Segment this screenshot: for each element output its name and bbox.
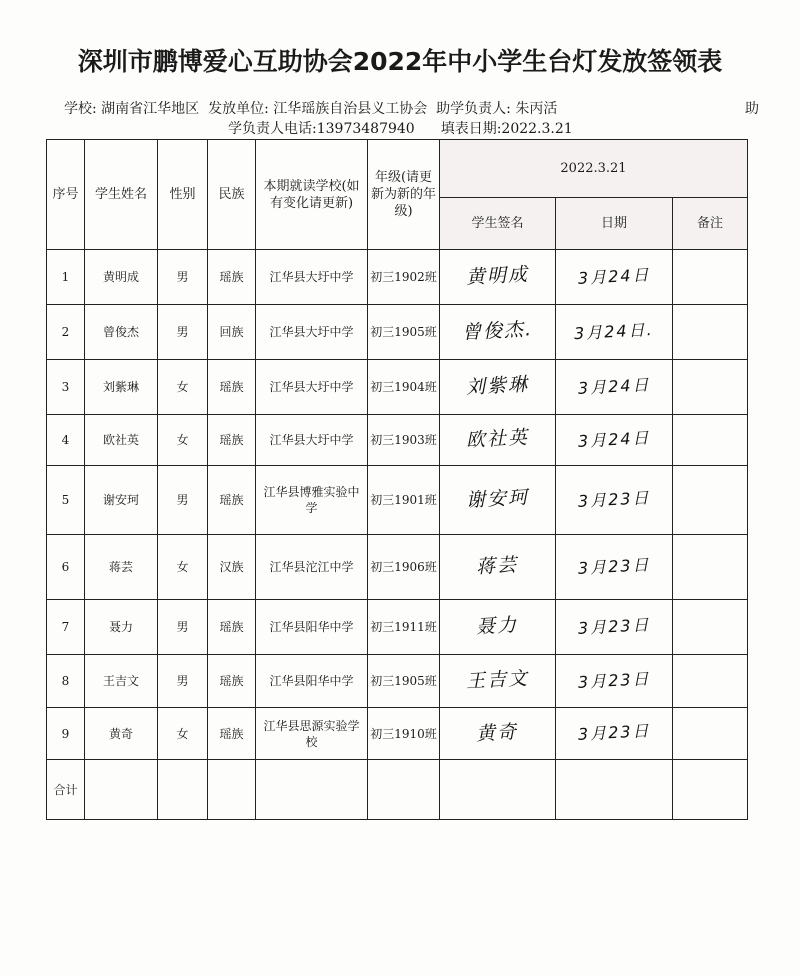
signature-cell: [440, 535, 556, 600]
sign-date-cell: [556, 360, 673, 415]
student-name-cell: [85, 415, 158, 466]
student-name-cell: [85, 600, 158, 655]
sign-date: 3月23日: [577, 487, 651, 511]
header-remark: 备注: [673, 198, 748, 250]
ethnicity: 汉族: [219, 560, 244, 574]
signature: 王吉文: [465, 667, 530, 693]
ethnicity: 瑶族: [219, 620, 244, 634]
school-cell: [256, 466, 368, 535]
table-row: [47, 535, 748, 600]
student-name: 蒋芸: [108, 560, 133, 574]
ethnicity: 瑶族: [219, 726, 244, 741]
grade-cell: [368, 360, 440, 415]
school: 江华县大圩中学: [269, 380, 354, 394]
grade-cell: [368, 466, 440, 535]
sign-date: 3月23日: [577, 721, 651, 744]
student-name: 黄奇: [108, 726, 133, 741]
row-no-cell: [47, 466, 85, 535]
school: 江华县大圩中学: [269, 270, 354, 284]
gender: 男: [176, 674, 189, 688]
gender-cell: [158, 466, 208, 535]
school: 江华县大圩中学: [269, 325, 354, 339]
school-cell: [256, 535, 368, 600]
row-no-cell: [47, 535, 85, 600]
sign-date-cell: [556, 708, 673, 760]
ethnicity: 瑶族: [219, 380, 244, 394]
signature: 黄明成: [465, 263, 530, 289]
signature-cell: [440, 360, 556, 415]
sign-date-cell: [556, 535, 673, 600]
signature: 欧社英: [465, 426, 530, 452]
row-no: 1: [61, 270, 70, 284]
student-name-cell: [85, 360, 158, 415]
table-row: [47, 466, 748, 535]
school-cell: [256, 415, 368, 466]
sign-date-cell: [556, 600, 673, 655]
student-name: 谢安珂: [102, 493, 139, 507]
ethnicity: 瑶族: [219, 674, 244, 688]
school-info: 学校: 湖南省江华地区: [64, 101, 200, 117]
sign-date-cell: [556, 415, 673, 466]
sign-date-cell: [556, 250, 673, 305]
header-date-group: 2022.3.21: [440, 140, 748, 198]
phone-info: 学负责人电话:13973487940: [228, 121, 415, 137]
remark-cell: [673, 360, 748, 415]
grade: 初三1905班: [370, 325, 437, 339]
signature: 蒋芸: [475, 553, 520, 579]
gender: 男: [176, 620, 189, 634]
row-no: 2: [61, 325, 70, 339]
header-grade: 年级(请更新为新的年级): [368, 140, 440, 250]
school: 江华县思源实验学校: [263, 718, 360, 749]
school: 江华县博雅实验中学: [263, 485, 360, 515]
student-name-cell: [85, 535, 158, 600]
grade-cell: [368, 535, 440, 600]
row-no: 6: [61, 560, 70, 574]
info-line-1: [64, 98, 557, 118]
signature-cell: [440, 708, 556, 760]
header-signature: 学生签名: [440, 198, 556, 250]
student-name: 欧社英: [102, 433, 139, 447]
sign-date: 3月24日: [577, 264, 651, 288]
student-name-cell: [85, 305, 158, 360]
gender: 女: [176, 380, 189, 394]
gender: 男: [176, 270, 189, 284]
ethnicity: 瑶族: [219, 493, 244, 507]
ethnicity-cell: [208, 535, 256, 600]
sign-date-cell: [556, 305, 673, 360]
gender: 女: [176, 433, 189, 447]
sign-date: 3月24日: [577, 427, 651, 451]
row-no: 7: [61, 620, 70, 634]
row-no: 3: [61, 380, 70, 394]
info-line-2: [228, 118, 599, 138]
gender-cell: [158, 415, 208, 466]
total-row: [47, 760, 748, 820]
student-name: 曾俊杰: [102, 325, 139, 339]
grade-cell: [368, 305, 440, 360]
ethnicity: 回族: [219, 325, 244, 339]
row-no-cell: [47, 708, 85, 760]
sign-date: 3月23日: [577, 554, 651, 578]
header-no: 序号: [47, 140, 85, 250]
student-name-cell: [85, 708, 158, 760]
school: 江华县沱江中学: [269, 560, 354, 574]
grade-cell: [368, 415, 440, 466]
signature: 黄奇: [475, 720, 520, 745]
gender-cell: [158, 250, 208, 305]
signature: 聂力: [475, 613, 520, 639]
table-row: [47, 655, 748, 708]
signature: 谢安珂: [465, 486, 530, 512]
student-name-cell: [85, 655, 158, 708]
school-cell: [256, 250, 368, 305]
table-row: [47, 250, 748, 305]
sign-date: 3月23日: [577, 668, 651, 692]
header-date: 日期: [556, 198, 673, 250]
student-name: 王吉文: [102, 674, 139, 688]
grade: 初三1901班: [370, 493, 437, 507]
gender-cell: [158, 535, 208, 600]
grade-cell: [368, 250, 440, 305]
row-no-cell: [47, 250, 85, 305]
ethnicity-cell: [208, 360, 256, 415]
grade: 初三1903班: [370, 433, 437, 447]
student-name-cell: [85, 466, 158, 535]
sign-date: 3月24日.: [573, 319, 655, 343]
gender: 女: [176, 726, 189, 741]
ethnicity-cell: [208, 415, 256, 466]
remark-cell: [673, 415, 748, 466]
gender-cell: [158, 655, 208, 708]
signature: 曾俊杰.: [461, 318, 534, 344]
school-cell: [256, 305, 368, 360]
school: 江华县大圩中学: [269, 433, 354, 447]
fill-date: 填表日期:2022.3.21: [440, 121, 573, 137]
school-cell: [256, 655, 368, 708]
gender-cell: [158, 360, 208, 415]
row-no-cell: [47, 600, 85, 655]
ethnicity-cell: [208, 466, 256, 535]
sign-date: 3月24日: [577, 374, 651, 398]
grade: 初三1910班: [370, 726, 437, 741]
remark-cell: [673, 466, 748, 535]
sign-date-cell: [556, 655, 673, 708]
table-row: [47, 305, 748, 360]
gender: 女: [176, 560, 189, 574]
ethnicity-cell: [208, 655, 256, 708]
signature-cell: [440, 305, 556, 360]
header-school: 本期就读学校(如有变化请更新): [256, 140, 368, 250]
row-no: 4: [61, 433, 70, 447]
sign-date-cell: [556, 466, 673, 535]
table-row: [47, 708, 748, 760]
ethnicity-cell: [208, 600, 256, 655]
school: 江华县阳华中学: [269, 620, 354, 634]
grade-cell: [368, 600, 440, 655]
remark-cell: [673, 708, 748, 760]
gender-cell: [158, 708, 208, 760]
sign-date: 3月23日: [577, 614, 651, 638]
ethnicity-cell: [208, 250, 256, 305]
school-cell: [256, 360, 368, 415]
ethnicity-cell: [208, 708, 256, 760]
remark-cell: [673, 655, 748, 708]
grade: 初三1911班: [370, 620, 437, 634]
signature-cell: [440, 655, 556, 708]
remark-cell: [673, 535, 748, 600]
school-cell: [256, 600, 368, 655]
gender-cell: [158, 600, 208, 655]
header-name: 学生姓名: [85, 140, 158, 250]
ethnicity: 瑶族: [219, 433, 244, 447]
grade: 初三1905班: [370, 674, 437, 688]
grade-cell: [368, 708, 440, 760]
gender-cell: [158, 305, 208, 360]
student-name-cell: [85, 250, 158, 305]
header-ethnicity: 民族: [208, 140, 256, 250]
row-no: 9: [61, 726, 70, 741]
header-gender: 性别: [158, 140, 208, 250]
row-no-cell: [47, 655, 85, 708]
signature-cell: [440, 466, 556, 535]
school: 江华县阳华中学: [269, 674, 354, 688]
phone-prefix: 助: [745, 101, 759, 117]
gender: 男: [176, 325, 189, 339]
row-no-cell: [47, 360, 85, 415]
row-no: 5: [61, 493, 70, 507]
remark-cell: [673, 250, 748, 305]
grade: 初三1906班: [370, 560, 437, 574]
row-no-cell: [47, 415, 85, 466]
row-no: 8: [61, 674, 70, 688]
table-row: [47, 600, 748, 655]
student-name: 刘紫琳: [102, 380, 139, 394]
gender: 男: [176, 493, 189, 507]
manager-info: 助学负责人: 朱丙活: [436, 101, 558, 117]
ethnicity-cell: [208, 305, 256, 360]
table-row: [47, 360, 748, 415]
student-name: 聂力: [108, 620, 133, 634]
signature-cell: [440, 415, 556, 466]
school-cell: [256, 708, 368, 760]
total-label: 合计: [47, 760, 85, 820]
student-name: 黄明成: [102, 270, 139, 284]
grade-cell: [368, 655, 440, 708]
table-row: [47, 415, 748, 466]
row-no-cell: [47, 305, 85, 360]
remark-cell: [673, 600, 748, 655]
signature-cell: [440, 600, 556, 655]
ethnicity: 瑶族: [219, 270, 244, 284]
grade: 初三1904班: [370, 380, 437, 394]
sign-table: [46, 139, 748, 820]
signature: 刘紫琳: [465, 373, 530, 399]
signature-cell: [440, 250, 556, 305]
document-title: 深圳市鹏博爱心互助协会2022年中小学生台灯发放签领表: [77, 47, 723, 76]
issuer-info: 发放单位: 江华瑶族自治县义工协会: [208, 101, 428, 117]
grade: 初三1902班: [370, 270, 437, 284]
remark-cell: [673, 305, 748, 360]
